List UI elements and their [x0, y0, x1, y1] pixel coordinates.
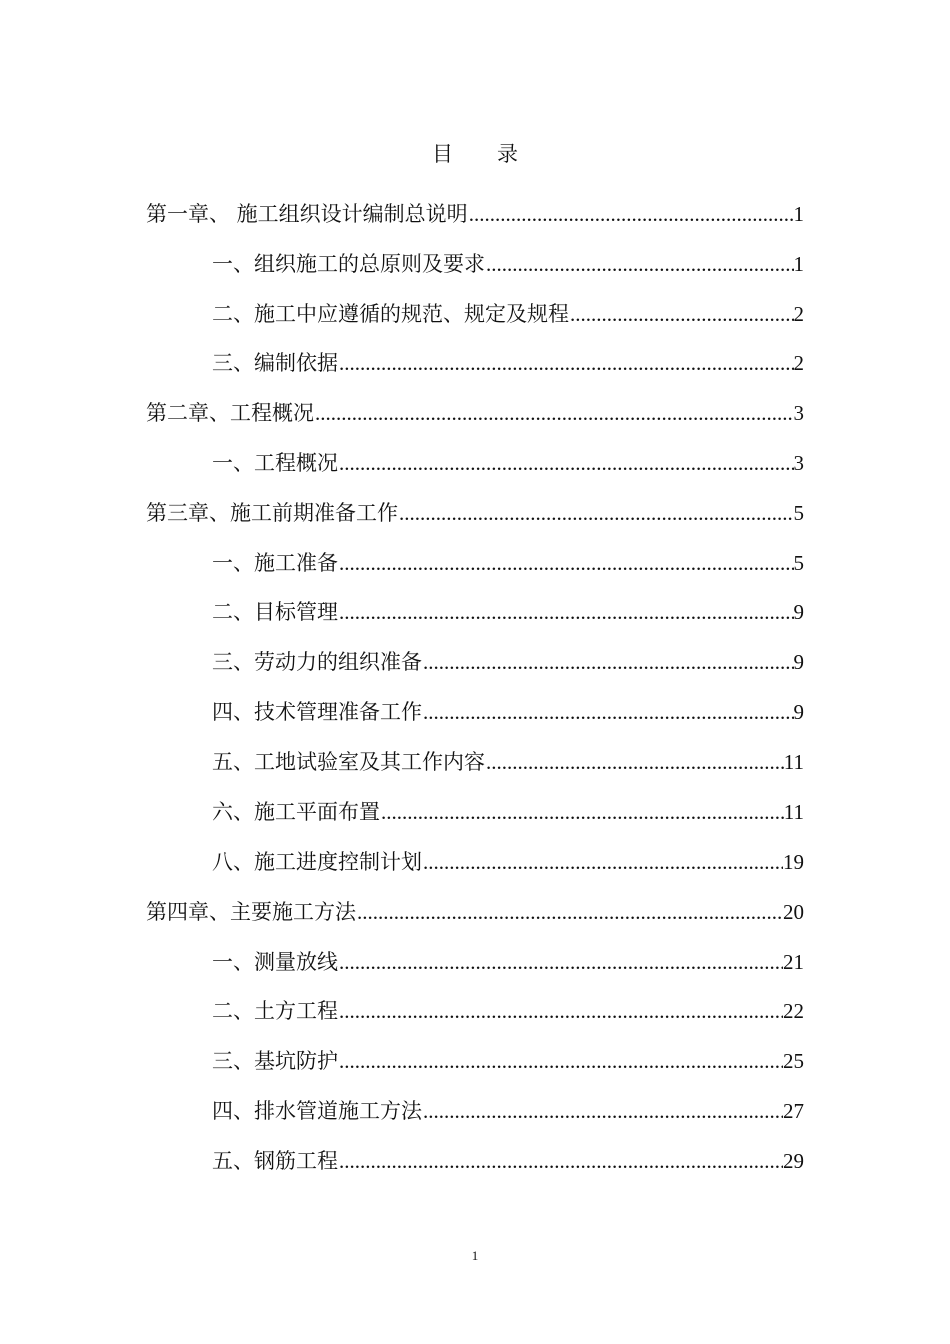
toc-entry[interactable] [212, 597, 804, 627]
toc-leader [486, 249, 794, 279]
toc-entry-label: 一、工程概况 [212, 451, 338, 475]
toc-entry-chapter-2[interactable] [146, 398, 804, 428]
toc-entry-label: 第二章、工程概况 [146, 401, 314, 425]
toc-entry-label: 三、基坑防护 [212, 1049, 338, 1073]
toc-entry-page: 1 [793, 202, 804, 226]
toc-entry[interactable] [212, 647, 804, 677]
toc-entry[interactable] [212, 996, 804, 1026]
toc-entry-chapter-3[interactable] [146, 498, 804, 528]
toc-entry-page: 5 [793, 501, 804, 525]
toc-entry[interactable] [212, 1096, 804, 1126]
toc-leader [339, 947, 783, 977]
toc-entry-page: 11 [783, 800, 804, 824]
toc-entry-label: 二、目标管理 [212, 600, 338, 624]
toc-entry-page: 3 [793, 401, 804, 425]
toc-entry-page: 2 [793, 351, 804, 375]
toc-leader [423, 697, 794, 727]
toc-entry[interactable] [212, 797, 804, 827]
toc-leader [315, 398, 794, 428]
toc-leader [570, 299, 794, 329]
page-number: 1 [471, 1248, 479, 1263]
toc-leader [339, 548, 794, 578]
toc-leader [357, 897, 783, 927]
toc-entry-label: 六、施工平面布置 [212, 800, 380, 824]
toc-entry-page: 2 [793, 302, 804, 326]
toc-entry-page: 22 [783, 999, 804, 1023]
toc-entry-label: 五、钢筋工程 [212, 1149, 338, 1173]
toc-entry-label: 八、施工进度控制计划 [212, 850, 422, 874]
toc-entry-page: 25 [783, 1049, 804, 1073]
toc-entry-page: 21 [783, 950, 804, 974]
toc-entry[interactable] [212, 249, 804, 279]
toc-title-char-2: 录 [497, 142, 518, 166]
toc-entry-label: 一、测量放线 [212, 950, 338, 974]
toc-entry[interactable] [212, 548, 804, 578]
toc-entry[interactable] [212, 747, 804, 777]
toc-entry-label: 一、组织施工的总原则及要求 [212, 252, 485, 276]
toc-entry[interactable] [212, 1146, 804, 1176]
toc-entry-page: 9 [793, 700, 804, 724]
toc-entry-label: 第四章、主要施工方法 [146, 900, 356, 924]
toc-leader [339, 1046, 783, 1076]
toc-leader [381, 797, 784, 827]
toc-entry-label: 三、编制依据 [212, 351, 338, 375]
toc-entry-label: 二、施工中应遵循的规范、规定及规程 [212, 302, 569, 326]
toc-leader [339, 348, 794, 378]
toc-entry-page: 1 [793, 252, 804, 276]
toc-entry[interactable] [212, 1046, 804, 1076]
toc-entry-label: 第一章、 施工组织设计编制总说明 [146, 202, 468, 226]
toc-entry[interactable] [212, 299, 804, 329]
toc-entry-chapter-1[interactable] [146, 199, 804, 229]
toc-leader [423, 1096, 783, 1126]
toc-entry[interactable] [212, 697, 804, 727]
toc-entry-page: 9 [793, 650, 804, 674]
toc-leader [423, 647, 794, 677]
toc-entry[interactable] [212, 348, 804, 378]
toc-entry-page: 29 [783, 1149, 804, 1173]
toc-entry[interactable] [212, 847, 804, 877]
toc-leader [469, 199, 794, 229]
toc-entry[interactable] [212, 448, 804, 478]
toc-entry-page: 9 [793, 600, 804, 624]
toc-leader [399, 498, 794, 528]
toc-entry-chapter-4[interactable] [146, 897, 804, 927]
toc-leader [339, 597, 794, 627]
toc-leader [423, 847, 783, 877]
toc-entry-page: 19 [783, 850, 804, 874]
toc-title [0, 140, 950, 168]
toc-title-char-1: 目 [432, 142, 453, 166]
toc-entry-label: 第三章、施工前期准备工作 [146, 501, 398, 525]
toc-entry-label: 二、土方工程 [212, 999, 338, 1023]
toc-leader [486, 747, 784, 777]
toc-entry[interactable] [212, 947, 804, 977]
toc-entry-label: 一、施工准备 [212, 551, 338, 575]
toc-entry-page: 11 [783, 750, 804, 774]
toc-entry-page: 5 [793, 551, 804, 575]
toc-entry-page: 27 [783, 1099, 804, 1123]
toc-entry-label: 四、排水管道施工方法 [212, 1099, 422, 1123]
toc-leader [339, 448, 794, 478]
toc-entry-label: 三、劳动力的组织准备 [212, 650, 422, 674]
toc-entry-page: 3 [793, 451, 804, 475]
toc-entry-page: 20 [783, 900, 804, 924]
toc-leader [339, 996, 783, 1026]
toc-entry-label: 四、技术管理准备工作 [212, 700, 422, 724]
toc-entry-label: 五、工地试验室及其工作内容 [212, 750, 485, 774]
toc-leader [339, 1146, 783, 1176]
